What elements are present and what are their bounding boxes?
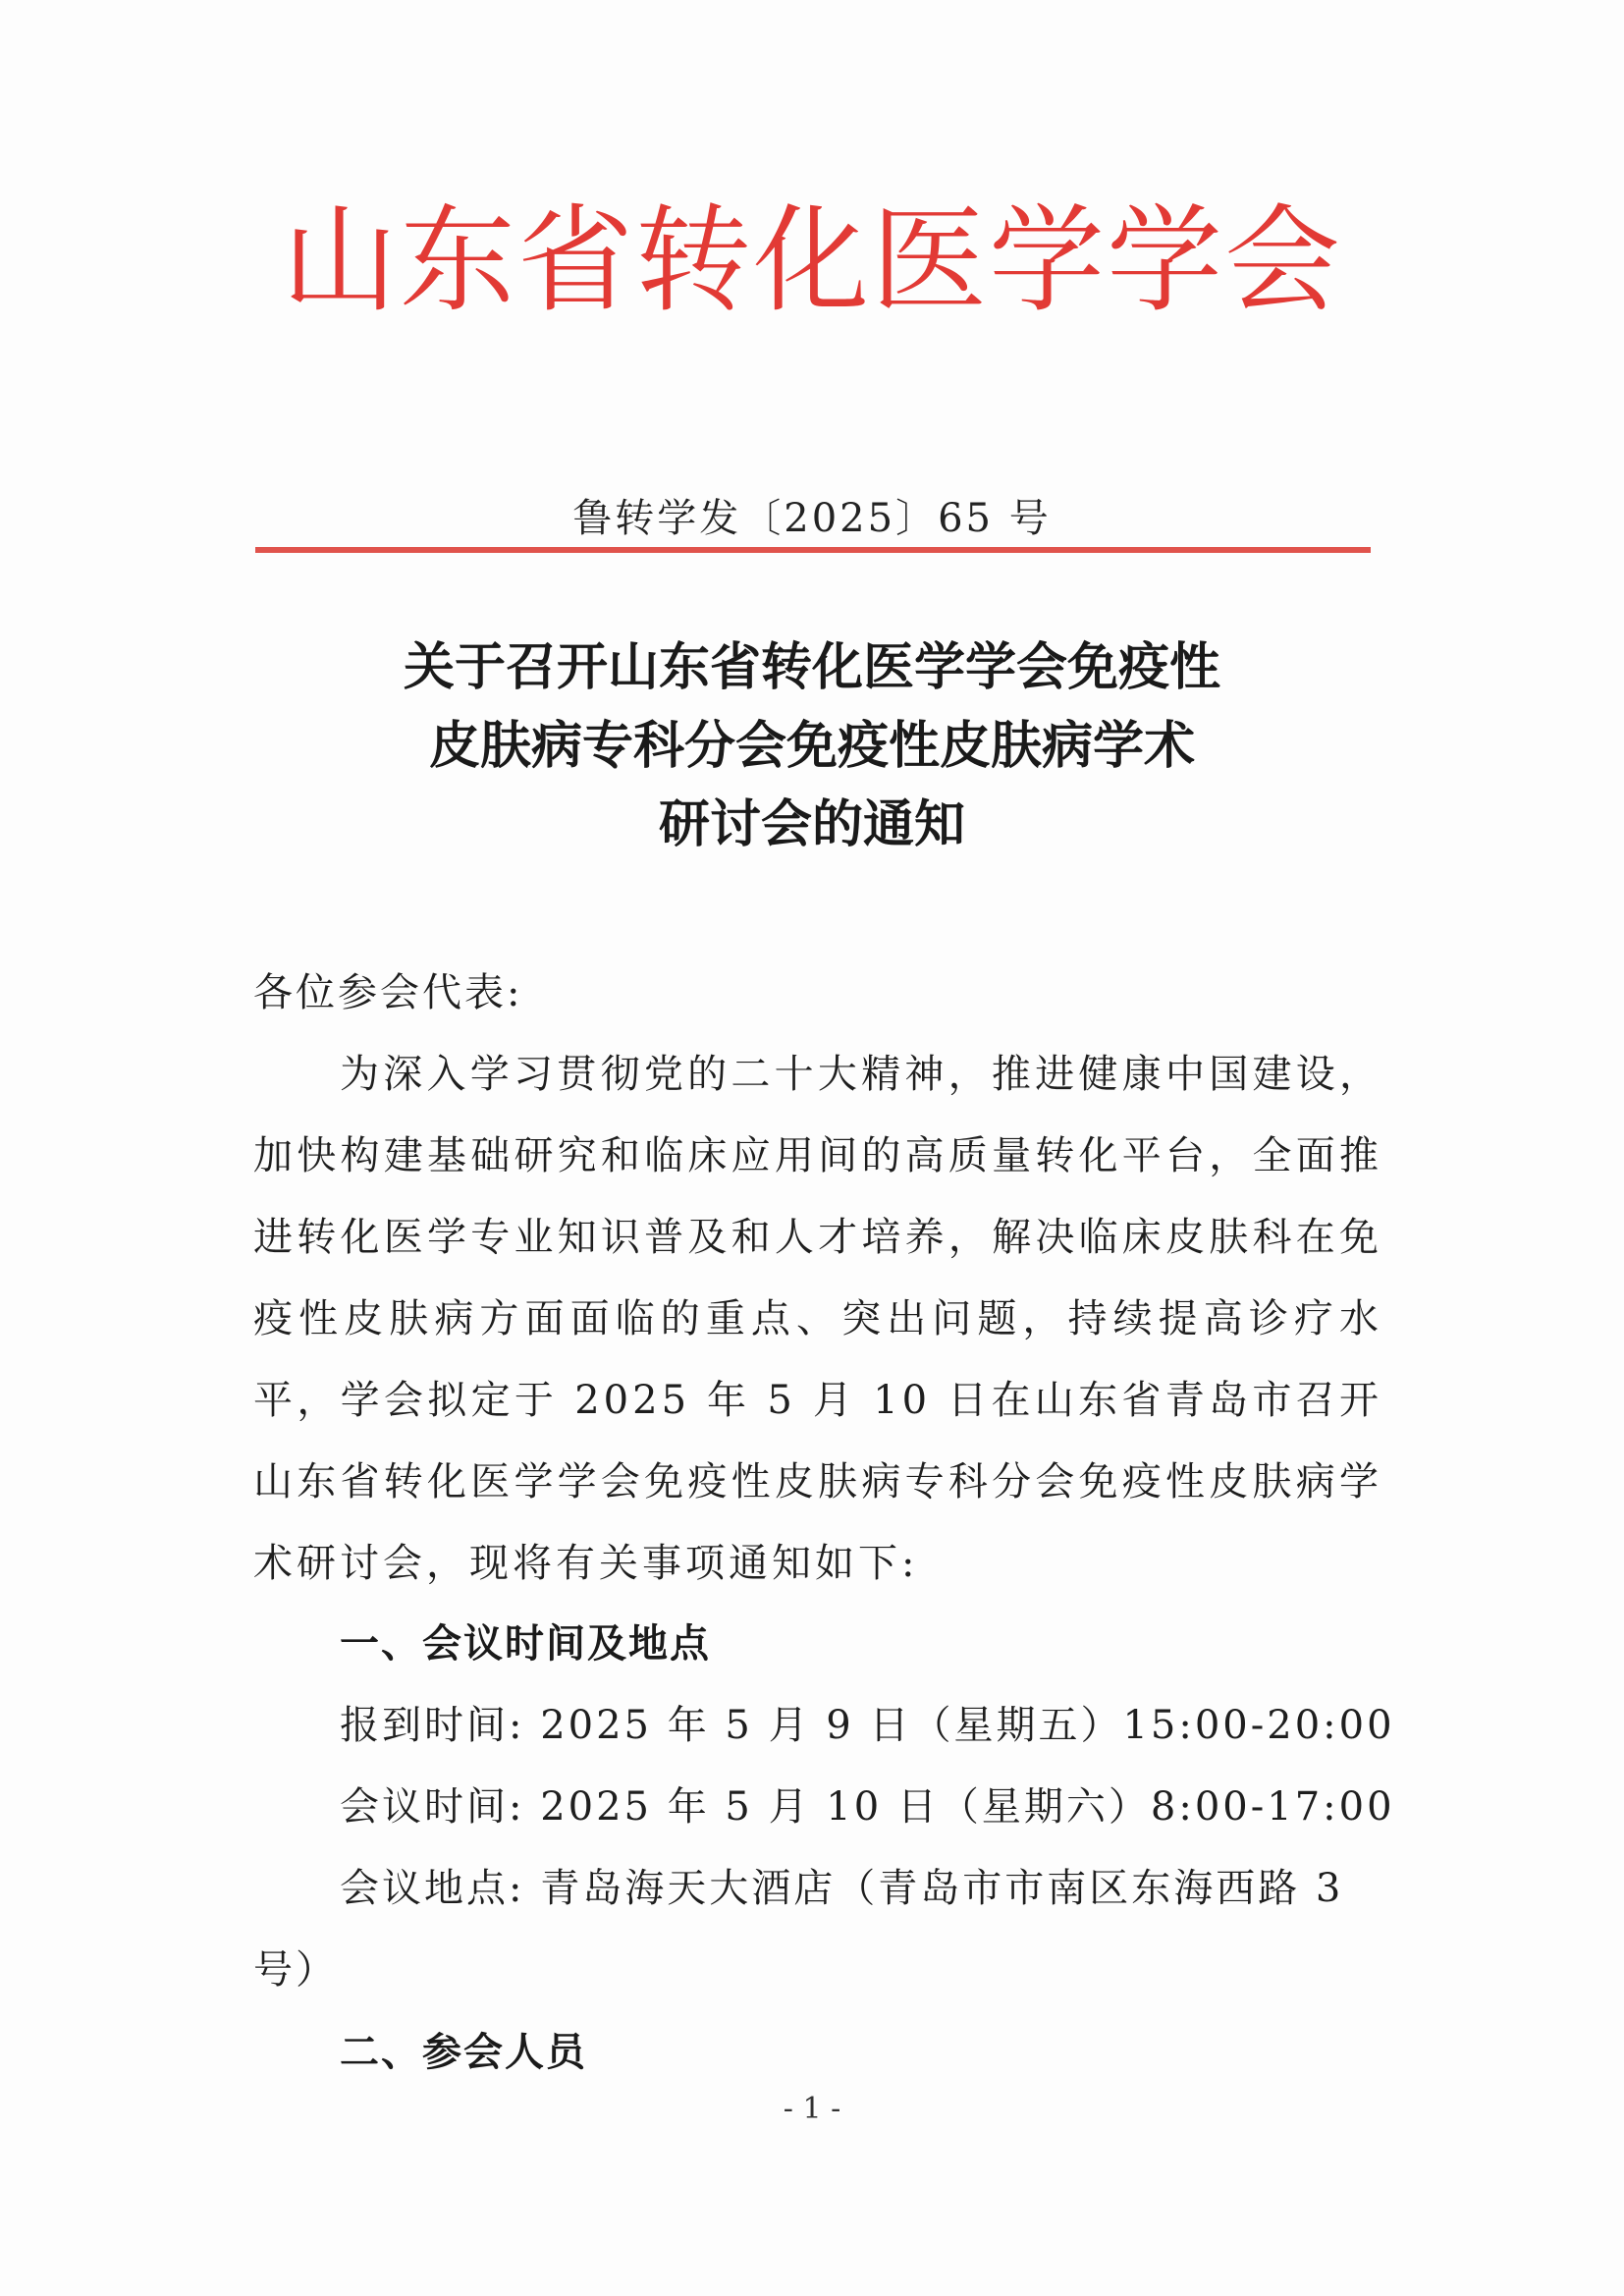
title-line: 关于召开山东省转化医学学会免疫性 xyxy=(403,638,1220,697)
page-number: - 1 - xyxy=(783,2092,841,2126)
registration-time: 报到时间: 2025 年 5 月 9 日（星期五）15:00-20:00 xyxy=(340,1703,1395,1748)
org-letterhead: 山东省转化医学学会 xyxy=(281,192,1342,328)
salutation: 各位参会代表: xyxy=(253,970,523,1015)
title-line: 皮肤病专科分会免疫性皮肤病学术 xyxy=(428,717,1195,776)
meeting-time: 会议时间: 2025 年 5 月 10 日（星期六）8:00-17:00 xyxy=(340,1784,1395,1830)
meeting-location: 会议地点: 青岛海天大酒店（青岛市市南区东海西路 3 xyxy=(340,1866,1344,1911)
document-number: 鲁转学发〔2025〕65 号 xyxy=(572,496,1052,541)
meeting-location-continued: 号） xyxy=(253,1947,338,1993)
section-heading-attendees: 二、参会人员 xyxy=(340,2030,587,2075)
header-divider xyxy=(255,547,1371,553)
intro-paragraph: 为深入学习贯彻党的二十大精神，推进健康中国建设，加快构建基础研究和临床应用间的高质量转化平台，全面推进转化医学专业知识普及和人才培养，解决临床皮肤科在免疫性皮肤病方面面临的重点、突出问题，持续提高诊疗水平，学会拟定于 2025 年 5 月 10 日在山东省青岛市召开山东省转化医学学会免疫性皮肤病专科分会免疫性皮肤病学术研讨会，现将有关事项通知如下: xyxy=(253,1052,1382,1586)
section-heading-time-location: 一、会议时间及地点 xyxy=(340,1621,711,1667)
document-title xyxy=(0,629,1624,864)
title-line: 研讨会的通知 xyxy=(658,795,965,854)
